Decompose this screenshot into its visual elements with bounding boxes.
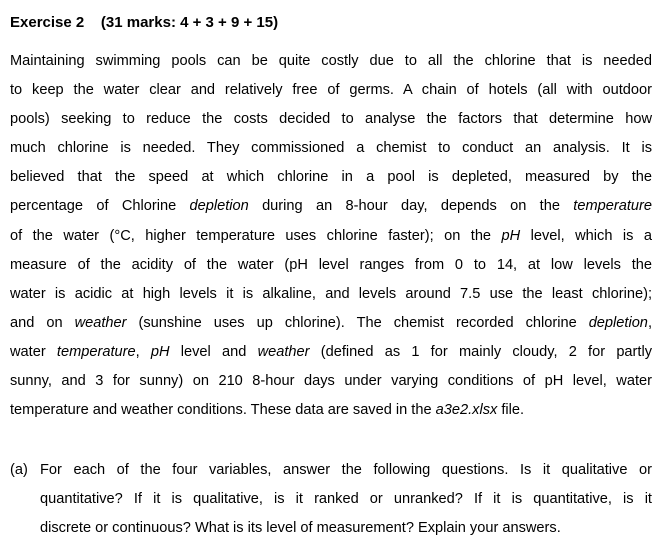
text-segment: to keep the water clear and relatively free of germs. A chain of hotels (all with outdoor <box>10 82 652 99</box>
italic-term: pH <box>501 227 521 244</box>
paragraph-line <box>10 280 652 309</box>
paragraph-line <box>10 105 652 134</box>
paragraph-line <box>10 396 652 425</box>
text-segment: (sunshine uses up chlorine). The chemist recorded chlorine <box>126 314 589 331</box>
text-segment: percentage of Chlorine <box>10 198 190 215</box>
paragraph-line <box>10 163 652 192</box>
text-segment: pools) seeking to reduce the costs decided to analyse the factors that determine how <box>10 111 652 128</box>
text-segment: water is acidic at high levels it is alkaline, and levels around 7.5 use the least chlorine); <box>10 285 652 302</box>
exercise-title: Exercise 2 (31 marks: 4 + 3 + 9 + 15) <box>10 14 279 31</box>
text-segment: much chlorine is needed. They commissioned a chemist to conduct an analysis. It is <box>10 140 652 157</box>
paragraph-line <box>10 76 652 105</box>
text-segment: , <box>647 314 652 331</box>
text-segment: measure of the acidity of the water (pH level ranges from 0 to 14, at low levels the <box>10 256 652 273</box>
italic-term: pH <box>150 343 170 360</box>
paragraph-line <box>10 222 652 251</box>
paragraph-line <box>10 134 652 163</box>
text-segment: level and <box>169 343 258 360</box>
italic-term: depletion <box>189 198 249 215</box>
question-line: discrete or continuous? What is its level of measurement? Explain your answers. <box>40 520 561 537</box>
text-segment: level, which is a <box>520 227 652 244</box>
text-segment: (defined as 1 for mainly cloudy, 2 for partly <box>309 343 653 360</box>
paragraph-line <box>10 47 652 76</box>
text-segment: and on <box>10 314 75 331</box>
italic-term: a3e2.xlsx <box>435 402 498 419</box>
text-segment: Maintaining swimming pools can be quite costly due to all the chlorine that is needed <box>10 53 652 69</box>
paragraph-line <box>10 251 652 280</box>
text-segment: file. <box>497 402 525 419</box>
italic-term: weather <box>257 343 310 360</box>
italic-term: depletion <box>588 314 648 331</box>
paragraph-line <box>10 367 652 396</box>
text-segment: , <box>135 343 151 360</box>
text-segment: water <box>10 343 57 360</box>
question-a-label: (a) <box>10 462 28 478</box>
text-segment: sunny, and 3 for sunny) on 210 8-hour days under varying conditions of pH level, water <box>10 373 652 390</box>
paragraph-line <box>10 338 652 367</box>
question-line: quantitative? If it is qualitative, is it ranked or unranked? If it is quantitative, is it <box>40 491 652 508</box>
paragraph-line <box>10 309 652 338</box>
italic-term: temperature <box>56 343 136 360</box>
question-a-text <box>40 456 652 543</box>
text-segment: temperature and weather conditions. These data are saved in the <box>10 402 436 419</box>
text-segment: of the water (°C, higher temperature uses chlorine faster); on the <box>10 227 502 244</box>
italic-term: weather <box>74 314 127 331</box>
question-a <box>10 456 652 543</box>
paragraph-line <box>10 192 652 221</box>
question-line: For each of the four variables, answer the following questions. Is it qualitative or <box>40 462 652 478</box>
italic-term: temperature <box>573 198 652 215</box>
text-segment: during an 8-hour day, depends on the <box>248 198 574 215</box>
text-segment: believed that the speed at which chlorine in a pool is depleted, measured by the <box>10 169 652 186</box>
intro-paragraph <box>10 47 652 425</box>
